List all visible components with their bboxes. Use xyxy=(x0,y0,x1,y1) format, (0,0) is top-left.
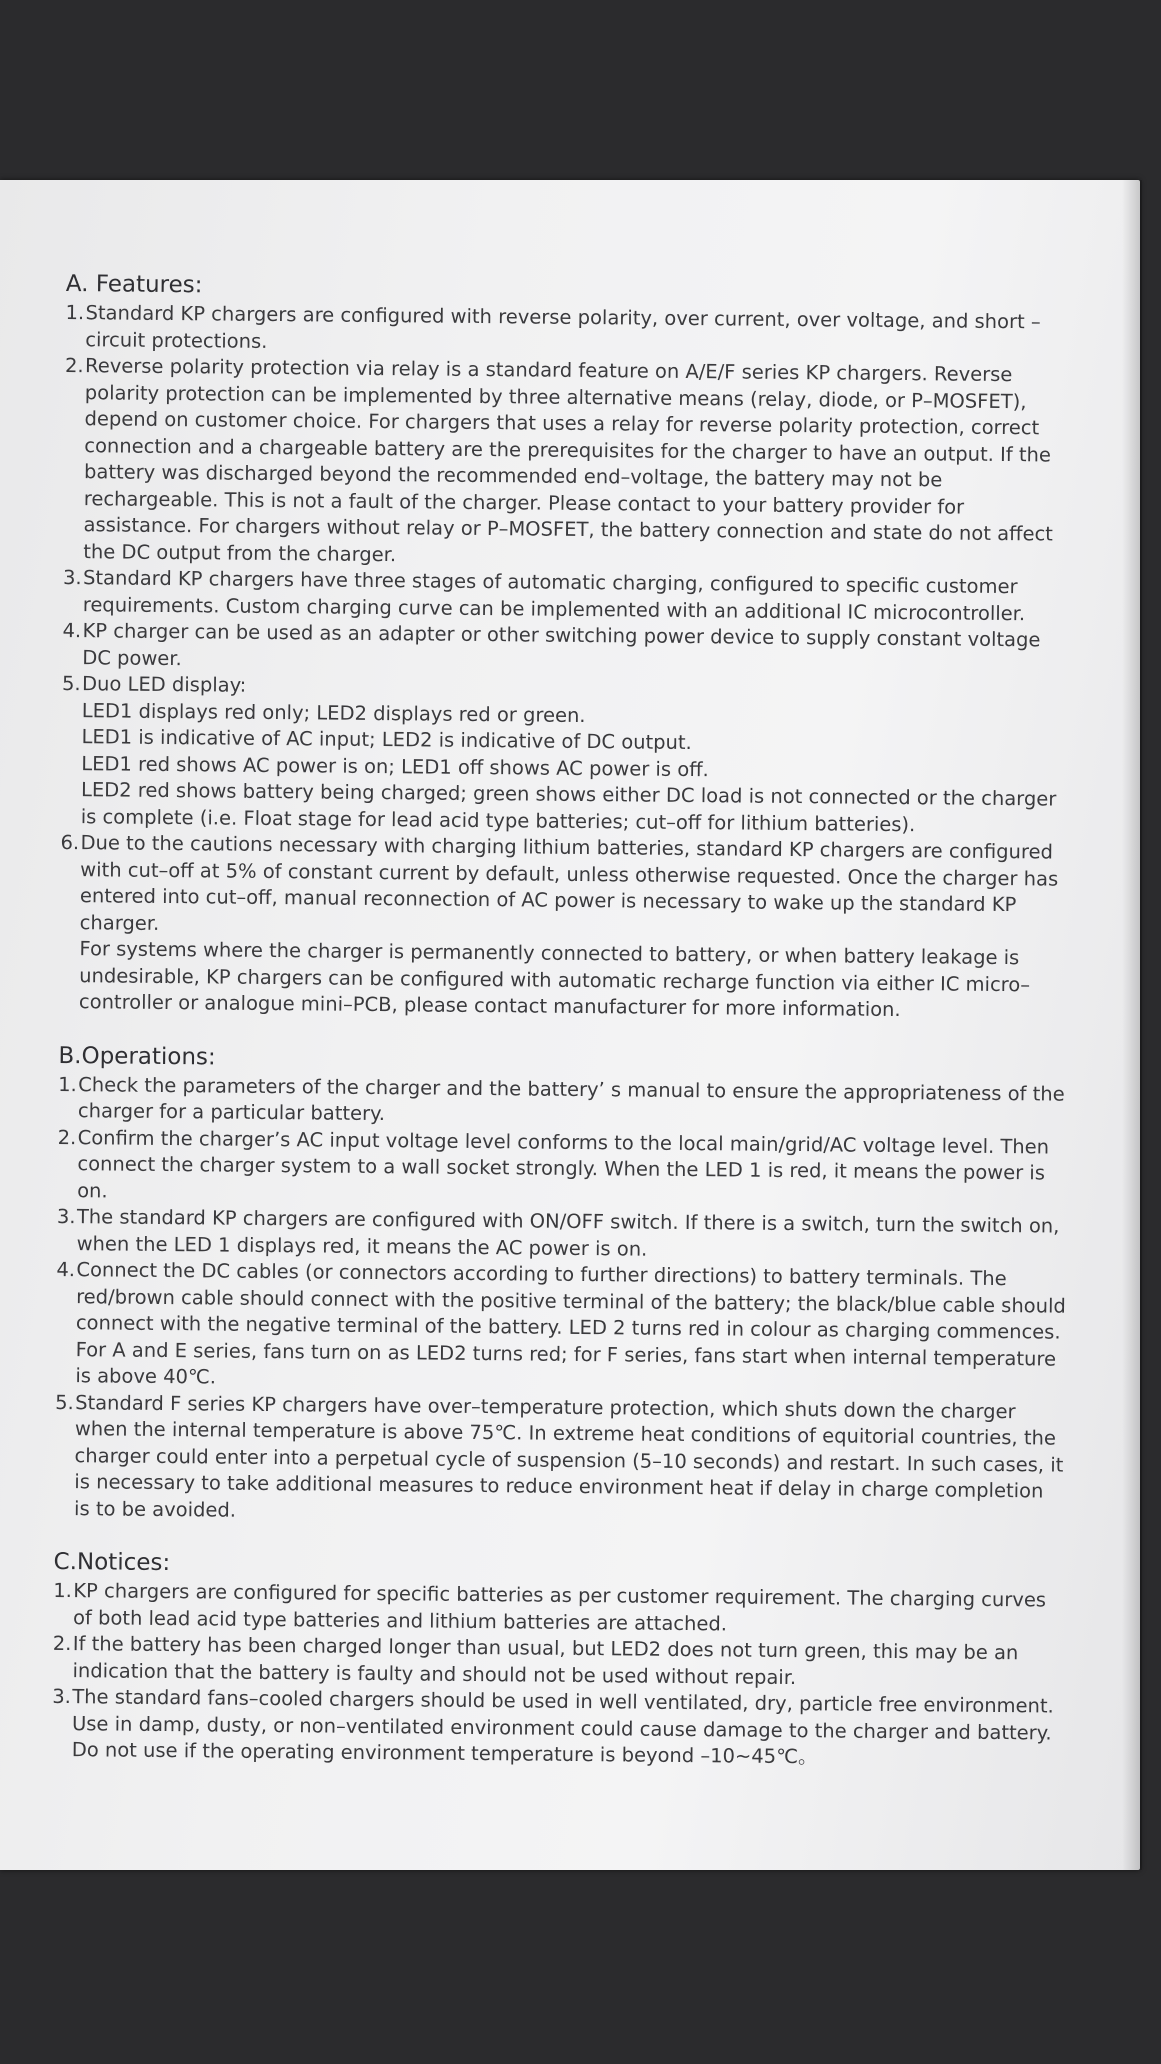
item-text: Duo LED display: xyxy=(81,672,247,697)
numbered-list xyxy=(54,1071,1068,1531)
item-number: 2. xyxy=(57,1125,77,1149)
section-operations xyxy=(54,1041,1069,1531)
list-item xyxy=(63,353,1075,575)
item-text: Due to the cautions necessary with charging lithium batteries, standard KP chargers are configured with cut–off at 5% of constant current by default, unless otherwise requested. Once the charger has entered into cut–off, manual reconnection of AC power is necessary to wake up the standard KP charger. xyxy=(79,831,1059,935)
item-text: KP chargers are configured for specific batteries as per customer requirement. The charging curves of both lead acid type batteries and lithium batteries are attached. xyxy=(72,1579,1047,1635)
section-notices xyxy=(52,1548,1064,1773)
item-number: 4. xyxy=(62,618,82,643)
list-item xyxy=(53,1578,1063,1641)
item-text: The standard KP chargers are configured with ON/OFF switch. If there is a switch, turn the switch on, when the LED 1 displays red, it means the AC power is on. xyxy=(76,1205,1060,1261)
item-number: 3. xyxy=(52,1684,72,1709)
item-text: LED1 is indicative of AC input; LED2 is indicative of DC output. xyxy=(81,725,692,755)
document-body xyxy=(51,270,1076,1799)
list-item xyxy=(63,565,1073,628)
item-number: 2. xyxy=(52,1631,72,1656)
item-number: 5. xyxy=(61,671,81,696)
list-item xyxy=(55,1257,1066,1399)
item-number: 6. xyxy=(60,830,80,855)
list-item xyxy=(58,1071,1068,1134)
item-text: Reverse polarity protection via relay is a standard feature on A/E/F series KP chargers. Reverse polarity protection can be implemented by three alternative means (relay, diode, or P–MOSFET), depend on customer choice. For chargers that uses a relay for reverse polarity protection, correct connection and a chargeable battery are the prerequisites for the charger to have an output. If the battery was discharged beyond the recommended end–voltage, the battery may not be rechargeable. This is not a fault of the charger. Please contact to your battery provider for assistance. For chargers without relay or P–MOSFET, the battery connection and state do not affect the DC output from the charger. xyxy=(83,354,1053,566)
item-text: LED2 red shows battery being charged; green shows either DC load is not connected or the charger is complete (i.e. Float stage for lead acid type batteries; cut–off for lithium batteries). xyxy=(80,778,1057,836)
item-text: The standard fans–cooled chargers should be used in well ventilated, dry, particle free environment. Use in damp, dusty, or non–ventilated environment could cause damage to the charger and battery. Do not use if the operating environment temperature is beyond –10~45℃。 xyxy=(71,1685,1054,1769)
item-text: Check the parameters of the charger and the battery’ s manual to ensure the appropriateness of the charger for a particular battery. xyxy=(77,1072,1065,1126)
section-heading: B.Operations: xyxy=(58,1042,216,1070)
list-item xyxy=(52,1631,1062,1694)
item-text: LED1 red shows AC power is on; LED1 off shows AC power is off. xyxy=(81,751,709,781)
item-text: KP charger can be used as an adapter or other switching power device to supply constant voltage DC power. xyxy=(82,619,1041,670)
item-number: 1. xyxy=(58,1072,77,1096)
numbered-list xyxy=(52,1578,1064,1773)
item-text: Connect the DC cables (or connectors according to further directions) to battery terminals. The red/brown cable should connect with the positive terminal of the battery; the black/blue cable should connect with the negative terminal of the battery. LED 2 turns red in colour as charging commences. For A and E series, fans turn on as LED2 turns red; for F series, fans start when internal temperature is above 40℃. xyxy=(75,1258,1066,1389)
section-heading: C.Notices: xyxy=(53,1548,171,1577)
item-text: Standard KP chargers are configured with reverse polarity, over current, over voltage, and short –circuit protections. xyxy=(85,301,1041,353)
manual-page xyxy=(0,180,1140,1870)
item-number: 2. xyxy=(64,353,84,378)
item-number: 3. xyxy=(62,565,82,590)
section-features xyxy=(59,270,1076,1025)
page-edge-shadow xyxy=(1122,180,1142,1870)
item-number: 1. xyxy=(53,1578,73,1603)
list-item xyxy=(57,1204,1067,1267)
list-item xyxy=(59,830,1071,1025)
list-item xyxy=(54,1389,1065,1531)
section-heading: A. Features: xyxy=(65,270,203,299)
item-text: If the battery has been charged longer than usual, but LED2 does not turn green, this may be an indication that the battery is faulty and should not be used without repair. xyxy=(72,1632,1019,1689)
numbered-list xyxy=(59,300,1076,1025)
item-text: For systems where the charger is permanently connected to battery, or when battery leakage is undesirable, KP chargers can be configured with automatic recharge function via either IC micro–controller or analogue mini–PCB, please contact manufacturer for more information. xyxy=(78,937,1031,1022)
item-text: Confirm the charger’s AC input voltage level conforms to the local main/grid/AC voltage level. Then connect the charger system to a wall socket strongly. When the LED 1 is red, it means the power is on. xyxy=(77,1125,1050,1202)
item-number: 4. xyxy=(56,1257,76,1282)
item-text: Standard F series KP chargers have over–temperature protection, which shuts down the charger when the internal temperature is above 75℃. In extreme heat conditions of equitorial countries, the charger could enter into a perpetual cycle of suspension (5–10 seconds) and restart. In such cases, it is necessary to take additional measures to reduce environment heat if delay in charge completion is to be avoided. xyxy=(74,1390,1064,1522)
list-item xyxy=(61,671,1072,840)
list-item xyxy=(52,1684,1063,1773)
list-item xyxy=(57,1124,1068,1213)
item-number: 5. xyxy=(55,1390,74,1414)
item-text: Standard KP chargers have three stages of automatic charging, configured to specific customer requirements. Custom charging curve can be implemented with an additional IC microcontroller. xyxy=(82,566,1026,625)
item-number: 3. xyxy=(56,1204,76,1229)
item-text: LED1 displays red only; LED2 displays red or green. xyxy=(81,698,586,727)
list-item xyxy=(65,300,1075,363)
list-item xyxy=(62,618,1072,681)
item-number: 1. xyxy=(65,300,85,325)
